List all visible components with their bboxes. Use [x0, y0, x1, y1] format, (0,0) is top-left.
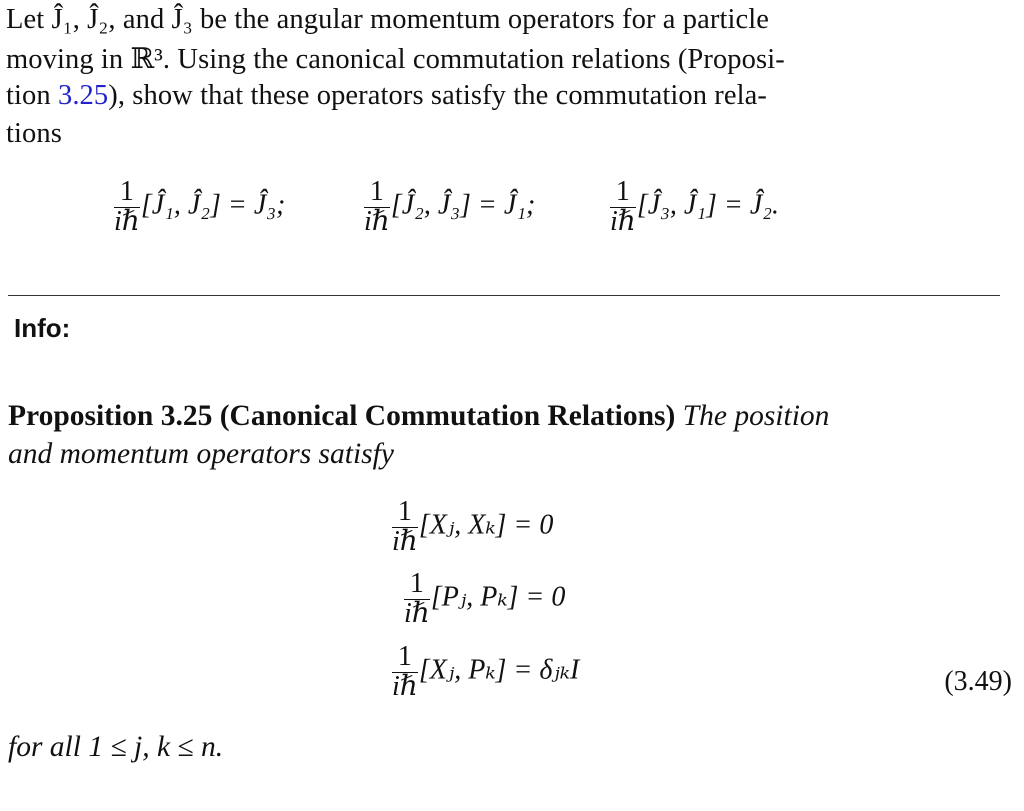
problem-text: moving in ℝ³. Using the canonical commutation relations (Proposi-	[6, 44, 785, 75]
relation-text: [Ĵ₂, Ĵ₃] = Ĵ₁;	[390, 189, 536, 221]
proposition-line-2	[8, 438, 394, 471]
info-heading: Info:	[14, 313, 71, 343]
proposition-line-1	[8, 400, 829, 433]
equation-momentum-commutator	[404, 570, 565, 628]
proposition-text: and momentum operators satisfy	[8, 438, 394, 470]
problem-line-2	[6, 42, 785, 76]
commutation-relation-1	[114, 178, 285, 236]
commutation-relation-3	[610, 178, 779, 236]
problem-line-4	[6, 118, 62, 150]
problem-text: tion	[6, 80, 58, 111]
fraction: $\frac{1}{\text{iℏ}}$	[114, 176, 140, 237]
equation-text: [Xⱼ, Pₖ] = δⱼₖI	[418, 654, 580, 686]
equation-mixed-commutator	[392, 643, 579, 701]
problem-text: ), show that these operators satisfy the commutation rela-	[108, 80, 767, 111]
fraction: $\frac{1}{\text{iℏ}}$	[404, 568, 430, 629]
fraction: $\frac{1}{\text{iℏ}}$	[392, 496, 418, 557]
equation-text: [Xⱼ, Xₖ] = 0	[418, 509, 554, 541]
proposition-reference-link[interactable]: 3.25	[57, 80, 109, 111]
commutation-relation-2	[364, 178, 535, 236]
relation-text: [Ĵ₃, Ĵ₁] = Ĵ₂.	[636, 189, 779, 221]
proposition-text: The position	[682, 400, 830, 432]
problem-text: tions	[6, 118, 62, 149]
relation-text: [Ĵ₁, Ĵ₂] = Ĵ₃;	[140, 189, 286, 221]
problem-line-1	[6, 4, 769, 36]
fraction: $\frac{1}{\text{iℏ}}$	[392, 641, 418, 702]
equation-position-commutator	[392, 498, 553, 556]
proposition-title: Proposition 3.25 (Canonical Commutation Relations)	[8, 400, 676, 432]
section-divider	[8, 295, 1000, 296]
problem-line-3	[6, 80, 767, 112]
fraction: $\frac{1}{\text{iℏ}}$	[364, 176, 390, 237]
equation-number: (3.49)	[944, 666, 1012, 697]
problem-text: Let Ĵ₁, Ĵ₂, and Ĵ₃ be the angular momentum operators for a particle	[6, 4, 770, 35]
fraction: $\frac{1}{\text{iℏ}}$	[610, 176, 636, 237]
equation-text: [Pⱼ, Pₖ] = 0	[430, 581, 566, 613]
proposition-footer: for all 1 ≤ j, k ≤ n.	[8, 731, 224, 763]
